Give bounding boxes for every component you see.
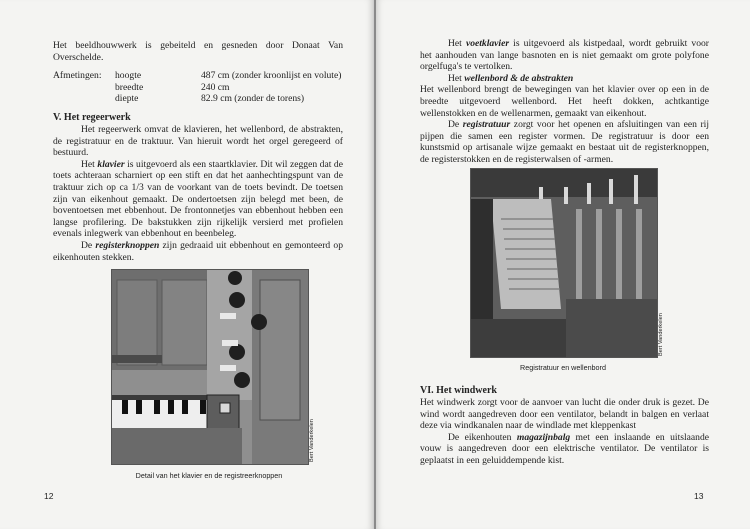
subheading: Het wellenbord & de abstrakten bbox=[448, 72, 574, 84]
keyboard-photo bbox=[111, 269, 309, 465]
paragraph: Het wellenbord brengt de bewegingen van het klavier over op een in de breedte uitgevoerd wellenbord. Het heeft dokken, achtkantige wellenstokken en de wellenarmen, gemaakt van eikenhout. bbox=[420, 84, 709, 119]
dimension-value: 487 cm (zonder kroonlijst en volute) bbox=[201, 70, 342, 81]
registratuur-photo bbox=[470, 168, 658, 358]
dimensions-label: Afmetingen: bbox=[53, 70, 102, 81]
dimension-name: diepte bbox=[115, 93, 139, 105]
paragraph: Het voetklavier is uitgevoerd als kistpedaal, wordt gebruikt voor het aanhouden van lange basnoten en is niet gemaakt om grote polyfone orgelfuga's te vertolken. bbox=[420, 38, 709, 73]
body-text bbox=[53, 124, 343, 263]
dimension-name: breedte bbox=[115, 81, 144, 93]
dimension-value: 240 cm bbox=[201, 81, 230, 93]
body-text bbox=[420, 38, 709, 166]
section-title: V. Het regeerwerk bbox=[53, 112, 131, 123]
paragraph: De registerknoppen zijn gedraaid uit ebbenhout en gemonteerd op eikenhouten stekken. bbox=[53, 239, 343, 263]
dimension-name: hoogte bbox=[115, 70, 142, 81]
photo-credit: Bert Vanderkelen bbox=[309, 419, 315, 462]
photo-caption: Registratuur en wellenbord bbox=[520, 363, 606, 372]
left-page bbox=[0, 0, 374, 529]
section-title: VI. Het windwerk bbox=[420, 385, 497, 396]
paragraph: Het klavier is uitgevoerd als een staartklavier. Dit wil zeggen dat de toets achteraan scharniert op een stift en dat het aanhechtingspunt van de traktuur zich op ca 1/3 van de voorkant van de toets bevindt. De toetsen zijn van eikenhout gemaakt. De ondertoetsen zijn belegd met been, de boventoetsen met ebbenhout. De frontonnetjes van ebbenhout hebben een langse profilering. De bakstukken zijn rijkelijk versierd met profielen evenals inlegwerk van ebbenhout en beenbeleg. bbox=[53, 158, 343, 240]
photo-caption: Detail van het klavier en de registreerknoppen bbox=[135, 471, 283, 480]
page-number: 13 bbox=[694, 491, 704, 501]
page-number: 12 bbox=[44, 491, 54, 501]
body-text bbox=[420, 397, 709, 467]
photo-credit: Bert Vanderkelen bbox=[658, 313, 664, 356]
dimension-value: 82.9 cm (zonder de torens) bbox=[201, 93, 305, 105]
paragraph: De registratuur zorgt voor het openen en afsluitingen van een rij pijpen die samen een register vormen. De registratuur is door een kunstsmid op artisanale wijze gemaakt en bestaat uit de registerknoppen, de registerstokken en de registerwalsen of -armen. bbox=[420, 119, 709, 165]
paragraph: Het regeerwerk omvat de klavieren, het wellenbord, de abstrakten, de registratuur en de traktuur. Van hieruit wordt het orgel geregeerd of bestuurd. bbox=[53, 124, 343, 159]
paragraph: Het windwerk zorgt voor de aanvoer van lucht die onder druk is gezet. De wind wordt aangedreven door een ventilator, belandt in balgen en verlaat deze via windkanalen naar de windlade met kleppenkast bbox=[420, 397, 709, 432]
intro-paragraph: Het beeldhouwwerk is gebeiteld en gesneden door Donaat Van Overschelde. bbox=[53, 40, 343, 63]
paragraph: De eikenhouten magazijnbalg met een inslaande en uitslaande vouw is aangedreven door een elektrische ventilator. De ventilator is geplaatst in een geluiddempende kist. bbox=[420, 431, 709, 466]
dimensions-table bbox=[53, 70, 353, 106]
right-page bbox=[376, 0, 750, 529]
